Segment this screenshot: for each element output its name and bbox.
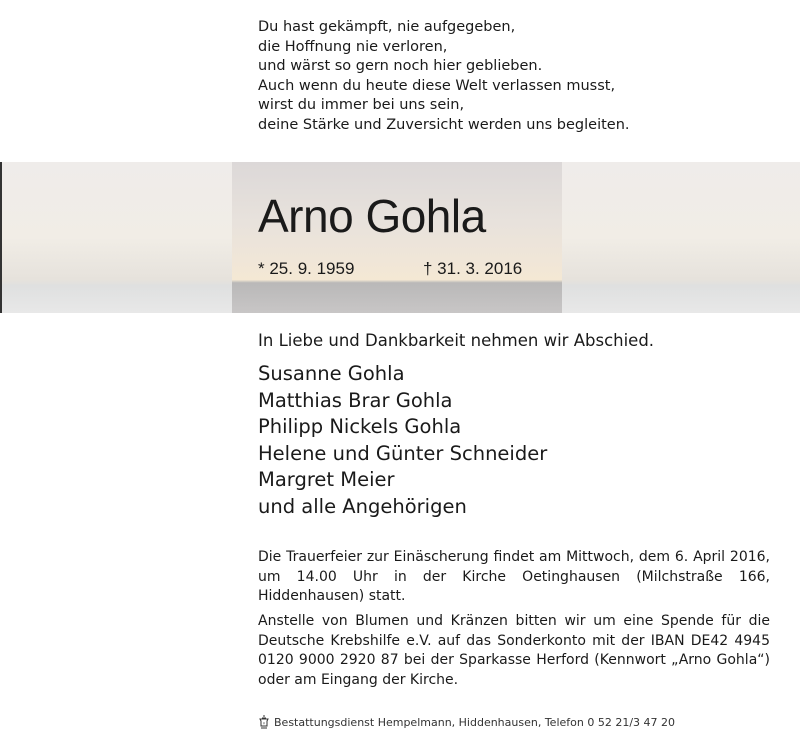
funeral-home-footer: [258, 715, 675, 729]
death-date: † 31. 3. 2016: [423, 259, 523, 278]
poem-line: Auch wenn du heute diese Welt verlassen musst,: [258, 77, 616, 94]
poem-line: Du hast gekämpft, nie aufgegeben,: [258, 19, 516, 35]
mourner: Margret Meier: [258, 468, 395, 491]
footer-text: Bestattungsdienst Hempelmann, Hiddenhausen, Telefon 0 52 21/3 47 20: [274, 715, 676, 729]
mourners-list: [258, 361, 547, 520]
birth-date: * 25. 9. 1959: [258, 259, 355, 278]
mourner: Helene und Günter Schneider: [258, 441, 548, 465]
mourner: und alle Angehörigen: [258, 494, 467, 518]
deceased-name: Arno Gohla: [258, 190, 486, 242]
poem: [258, 18, 630, 135]
funeral-info: Die Trauerfeier zur Einäscherung findet am Mittwoch, dem 6. April 2016, um 14.00 Uhr in der Kirche Oetinghausen (Milchstraße 166, Hiddenhausen) statt.: [258, 549, 770, 604]
donation-info: Anstelle von Blumen und Kränzen bitten wir um eine Spende für die Deutsche Krebshilfe e.V. auf das Sonderkonto mit der IBAN DE42 4945 0120 9000 2920 87 bei der Sparkasse Herford (Kennwort „Arno Gohla“) oder am Eingang der Kirche.: [258, 613, 770, 688]
grave-lamp-icon: [258, 715, 270, 729]
mourner: Matthias Brar Gohla: [258, 388, 453, 412]
poem-line: wirst du immer bei uns sein,: [258, 97, 465, 113]
poem-line: deine Stärke und Zuversicht werden uns begleiten.: [258, 116, 630, 133]
poem-line: und wärst so gern noch hier geblieben.: [258, 58, 543, 74]
mourner: Susanne Gohla: [258, 362, 405, 385]
farewell-intro: In Liebe und Dankbarkeit nehmen wir Abschied.: [258, 331, 655, 350]
mourner: Philipp Nickels Gohla: [258, 415, 462, 438]
poem-line: die Hoffnung nie verloren,: [258, 38, 448, 55]
